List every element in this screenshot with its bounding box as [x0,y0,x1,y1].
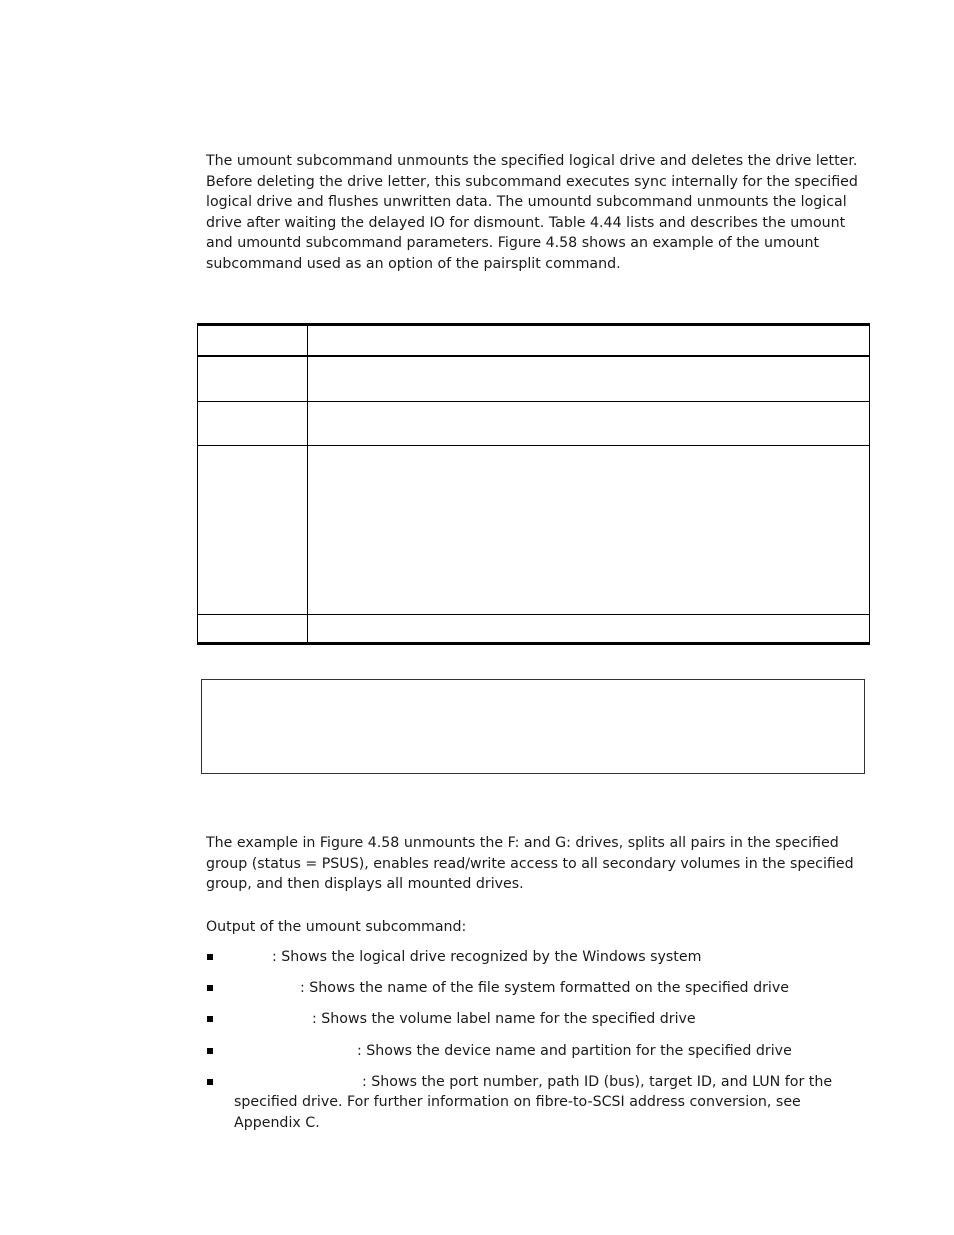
table-header-cell [308,325,870,357]
table-cell [308,446,870,615]
table-header-cell [198,325,308,357]
table-header-row [198,325,870,357]
list-item-text: : Shows the volume label name for the specified drive [312,1011,696,1028]
list-item-text: : Shows the name of the file system formatted on the specified drive [300,980,789,997]
list-item-text: : Shows the logical drive recognized by the Windows system [272,949,702,965]
table-row [198,446,870,615]
list-item [206,1009,846,1030]
table-cell [308,615,870,644]
list-item [206,1072,846,1134]
table-row [198,402,870,446]
example-paragraph: The example in Figure 4.58 unmounts the F: and G: drives, splits all pairs in the specified group (status = PSUS), enables read/write access to all secondary volumes in the specified group, and then displays all mounted drives. [206,835,854,892]
list-item-text: : Shows the device name and partition for the specified drive [357,1042,792,1059]
list-item [206,978,846,999]
figure-example-box [201,679,865,774]
intro-paragraph: The umount subcommand unmounts the specified logical drive and deletes the drive letter. Before deleting the drive letter, this subcommand executes sync internally for the specified logical drive and flushes unwritten data. The umountd subcommand unmounts the logical drive after waiting the delayed IO for dismount. Table 4.44 lists and describes the umount and umountd subcommand parameters. Figure 4.58 shows an example of the umount subcommand used as an option of the pairsplit command. [206,153,858,272]
table-cell [308,356,870,402]
bullet-icon [207,1048,213,1054]
table-row [198,615,870,644]
table-row [198,356,870,402]
list-item [206,947,846,968]
table-cell [198,402,308,446]
table-cell [198,356,308,402]
output-heading: Output of the umount subcommand: [206,919,467,935]
table-cell [308,402,870,446]
table-cell [198,615,308,644]
bullet-icon [207,1079,213,1085]
list-item [206,1041,846,1062]
bullet-icon [207,1016,213,1022]
bullet-icon [207,954,213,960]
list-item-text: : Shows the port number, path ID (bus), target ID, and LUN for the specified drive. For further information on fibre-to-SCSI address conversion, see Appendix C. [234,1073,833,1131]
output-list [206,947,846,1144]
bullet-icon [207,985,213,991]
table-cell [198,446,308,615]
parameter-table [197,323,870,645]
